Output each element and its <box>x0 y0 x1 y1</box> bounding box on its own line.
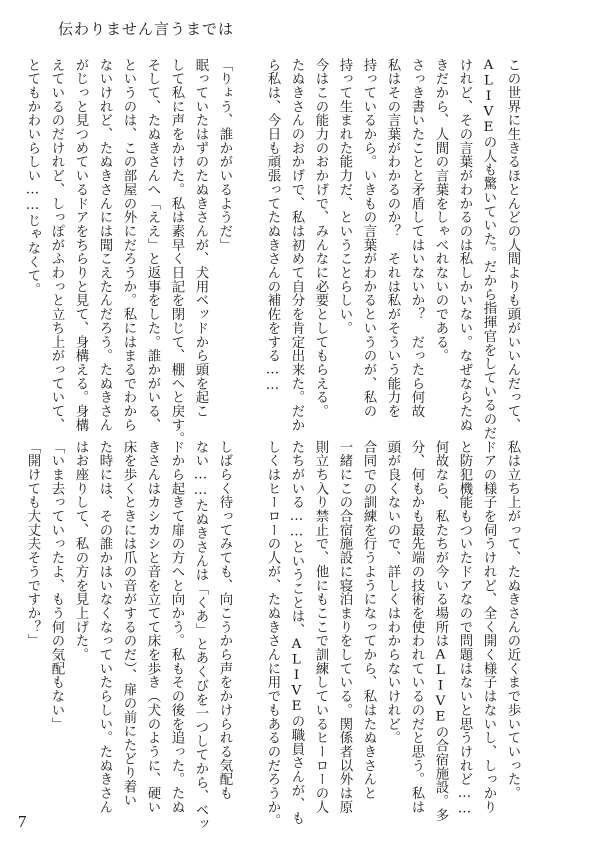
text-column: 則立ち入り禁止で、他にもここで訓練しているヒーローの人 <box>313 440 328 814</box>
text-column: がじっと見つめているドアをちらりと見て、身構える。身構 <box>73 58 88 432</box>
text-column: けれど、その言葉がわかるのは私しかいない。なぜならたぬ <box>457 58 472 432</box>
text-column: 一緒にこの合宿施設に寝泊まりをしている。関係者以外は原 <box>337 440 352 814</box>
text-column: たちがいる……ということは、ALIVEの職員さんが、も <box>289 440 304 826</box>
text-column: はお座りして、私の方を見上げた。 <box>73 440 88 662</box>
text-column: しばらく待ってみても、向こうから声をかけられる気配も <box>217 440 232 801</box>
text-column: た時には、その誰かはいなくなっていたらしい。たぬきさん <box>97 440 112 814</box>
top-text-block <box>25 58 524 446</box>
text-column: ら私は、今日も頑張ってたぬきさんの補佐をする…… <box>265 58 280 394</box>
text-column: 私は立ち上がって、たぬきさんの近くまで歩いていった。 <box>505 440 520 801</box>
text-column: というのは、この部屋の外にだろうか。私にはまるでわから <box>121 58 136 432</box>
text-column: 持っているから。いきもの言葉がわかるというのが、私の <box>361 58 376 419</box>
text-column: 持って生まれた能力だ、ということらしい。 <box>337 58 352 335</box>
text-column: ALIVEの人も驚いていた。だから指揮官をしているのだ <box>481 58 496 440</box>
text-column: 分、何もかも最先端の技術を使われているのだと思う。私は <box>409 440 424 814</box>
running-title: 伝わりません言うまでは <box>58 20 235 38</box>
text-column: しくはヒーローの人が、たぬきさんに用でもあるのだろうか。 <box>265 440 280 828</box>
text-column: ないけれど、たぬきさんには聞こえたんだろう。たぬきさん <box>97 58 112 432</box>
text-column: とてもかわいらしい……じゃなくて。 <box>25 58 40 297</box>
text-column: 合同での訓練を行うようになってから、私はたぬきさんと <box>361 440 376 801</box>
text-column: 頭が良くないので、詳しくはわからないけれど。 <box>385 440 400 745</box>
text-column: ドから起きて扉の方へと向かう。私もその後を追った。たぬ <box>169 440 184 814</box>
text-column: と防犯機能もついたドアなので問題はないと思うけれど…… <box>457 440 472 818</box>
text-column: ドアの様子を伺うけれど、全く開く様子はないし、しっかり <box>481 440 496 814</box>
text-column: そして、たぬきさんへ「ええ」と返事をした。誰かがいる、 <box>145 58 160 432</box>
text-column: たぬきさんのおかげで、私は初めて自分を肯定出来た。だか <box>289 58 304 432</box>
text-column: きだから、人間の言葉をしゃべれないのである。 <box>433 58 448 363</box>
blank-column <box>236 58 260 398</box>
page-number: 7 <box>18 812 27 831</box>
text-column: 私はその言葉がわかるのか？ それは私がそういう能力を <box>385 58 400 419</box>
text-column: きさんはカシカシと音を立てて床を歩き（犬のように、硬い <box>145 440 160 814</box>
bottom-text-block <box>25 440 524 831</box>
text-column: ない……たぬきさんは「くあ」とあくびを一つしてから、ベッ <box>193 440 208 831</box>
text-column: 何故なら、私たちが今いる場所はALIVEの合宿施設。多 <box>433 440 448 822</box>
text-column: 「いま去っていったよ、もう何の気配もない」 <box>49 440 64 731</box>
blank-column <box>236 440 260 795</box>
text-column: この世界に生きるほとんどの人間よりも頭がいいんだって、 <box>505 58 520 432</box>
text-column: 床を歩くときには爪の音がするのだ）、扉の前にたどり着い <box>121 440 136 808</box>
text-column: 今はこの能力のおかげで、みんなに必要としてもらえる。 <box>313 58 328 419</box>
text-column: 「開けても大丈夫そうですか？」 <box>25 440 40 648</box>
text-column: えているのだけれど、しっぽがふわっと立ち上がっていて、 <box>49 58 64 432</box>
text-column: して私に声をかけた。私は素早く日記を閉じて、棚へと戻す。 <box>169 58 184 446</box>
text-column: 「りょう、誰かがいるようだ」 <box>217 58 232 252</box>
text-column: さっき書いたことと矛盾してはいないか？ だったら何故 <box>409 58 424 419</box>
text-column: 眠っていたはずのたぬきさんが、犬用ベッドから頭を起こ <box>193 58 208 419</box>
